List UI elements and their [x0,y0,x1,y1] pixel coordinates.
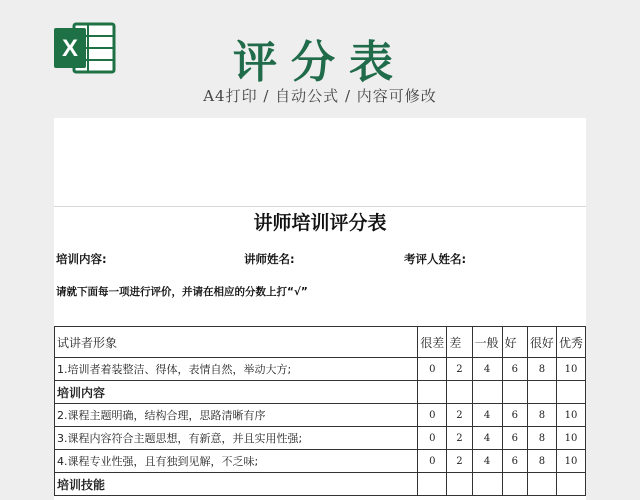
score-header: 差 [447,327,472,358]
criterion-label: 4.课程专业性强，且有独到见解，不乏味; [55,450,418,473]
score-cell[interactable]: 10 [556,450,585,473]
banner-title: 评分表 [233,37,407,88]
score-cell[interactable]: 4 [472,450,502,473]
empty-cell [556,381,585,404]
score-cell[interactable]: 0 [418,450,447,473]
instruction-text: 请就下面每一项进行评价，并请在相应的分数上打“√” [56,286,308,298]
field-lecturer-name: 讲师姓名: [244,252,295,266]
empty-cell [472,473,502,496]
score-cell[interactable]: 8 [527,427,556,450]
score-cell[interactable]: 10 [556,358,585,381]
banner-subtitle: A4打印 / 自动公式 / 内容可修改 [203,87,437,105]
score-cell[interactable]: 2 [447,427,472,450]
score-cell[interactable]: 0 [418,404,447,427]
score-header: 优秀 [556,327,585,358]
empty-cell [502,381,527,404]
field-reviewer-name: 考评人姓名: [404,252,467,266]
score-cell[interactable]: 8 [527,358,556,381]
field-training-content: 培训内容: [56,252,107,266]
score-cell[interactable]: 6 [502,358,527,381]
table-row [55,358,586,381]
score-cell[interactable]: 8 [527,404,556,427]
score-cell[interactable]: 6 [502,450,527,473]
table-row [55,427,586,450]
score-header: 一般 [472,327,502,358]
section-label: 培训技能 [55,473,418,496]
score-cell[interactable]: 2 [447,358,472,381]
empty-cell [527,381,556,404]
empty-cell [447,381,472,404]
empty-cell [418,381,447,404]
page-header-divider [54,206,586,207]
logo-letter: X [61,35,79,62]
empty-cell [527,473,556,496]
empty-cell [556,473,585,496]
section-row [55,381,586,404]
score-cell[interactable]: 4 [472,358,502,381]
empty-cell [447,473,472,496]
score-cell[interactable]: 0 [418,427,447,450]
section-label: 培训内容 [55,381,418,404]
table-row [55,450,586,473]
score-cell[interactable]: 2 [447,404,472,427]
empty-cell [472,381,502,404]
table-row [55,404,586,427]
score-header: 很差 [418,327,447,358]
score-cell[interactable]: 10 [556,404,585,427]
criterion-label: 2.课程主题明确，结构合理，思路清晰有序 [55,404,418,427]
score-cell[interactable]: 6 [502,404,527,427]
score-header: 很好 [527,327,556,358]
score-cell[interactable]: 6 [502,427,527,450]
section-row [55,473,586,496]
score-cell[interactable]: 8 [527,450,556,473]
score-cell[interactable]: 4 [472,427,502,450]
header-label: 试讲者形象 [55,327,418,358]
score-cell[interactable]: 2 [447,450,472,473]
criterion-label: 3.课程内容符合主题思想，有新意，并且实用性强; [55,427,418,450]
document-page [54,118,586,500]
score-cell[interactable]: 10 [556,427,585,450]
criterion-label: 1.培训者着装整洁、得体，表情自然，举动大方; [55,358,418,381]
table-header-row [55,327,586,358]
score-header: 好 [502,327,527,358]
score-cell[interactable]: 0 [418,358,447,381]
document-title: 讲师培训评分表 [253,212,387,234]
score-table [54,326,586,496]
empty-cell [502,473,527,496]
score-cell[interactable]: 4 [472,404,502,427]
empty-cell [418,473,447,496]
